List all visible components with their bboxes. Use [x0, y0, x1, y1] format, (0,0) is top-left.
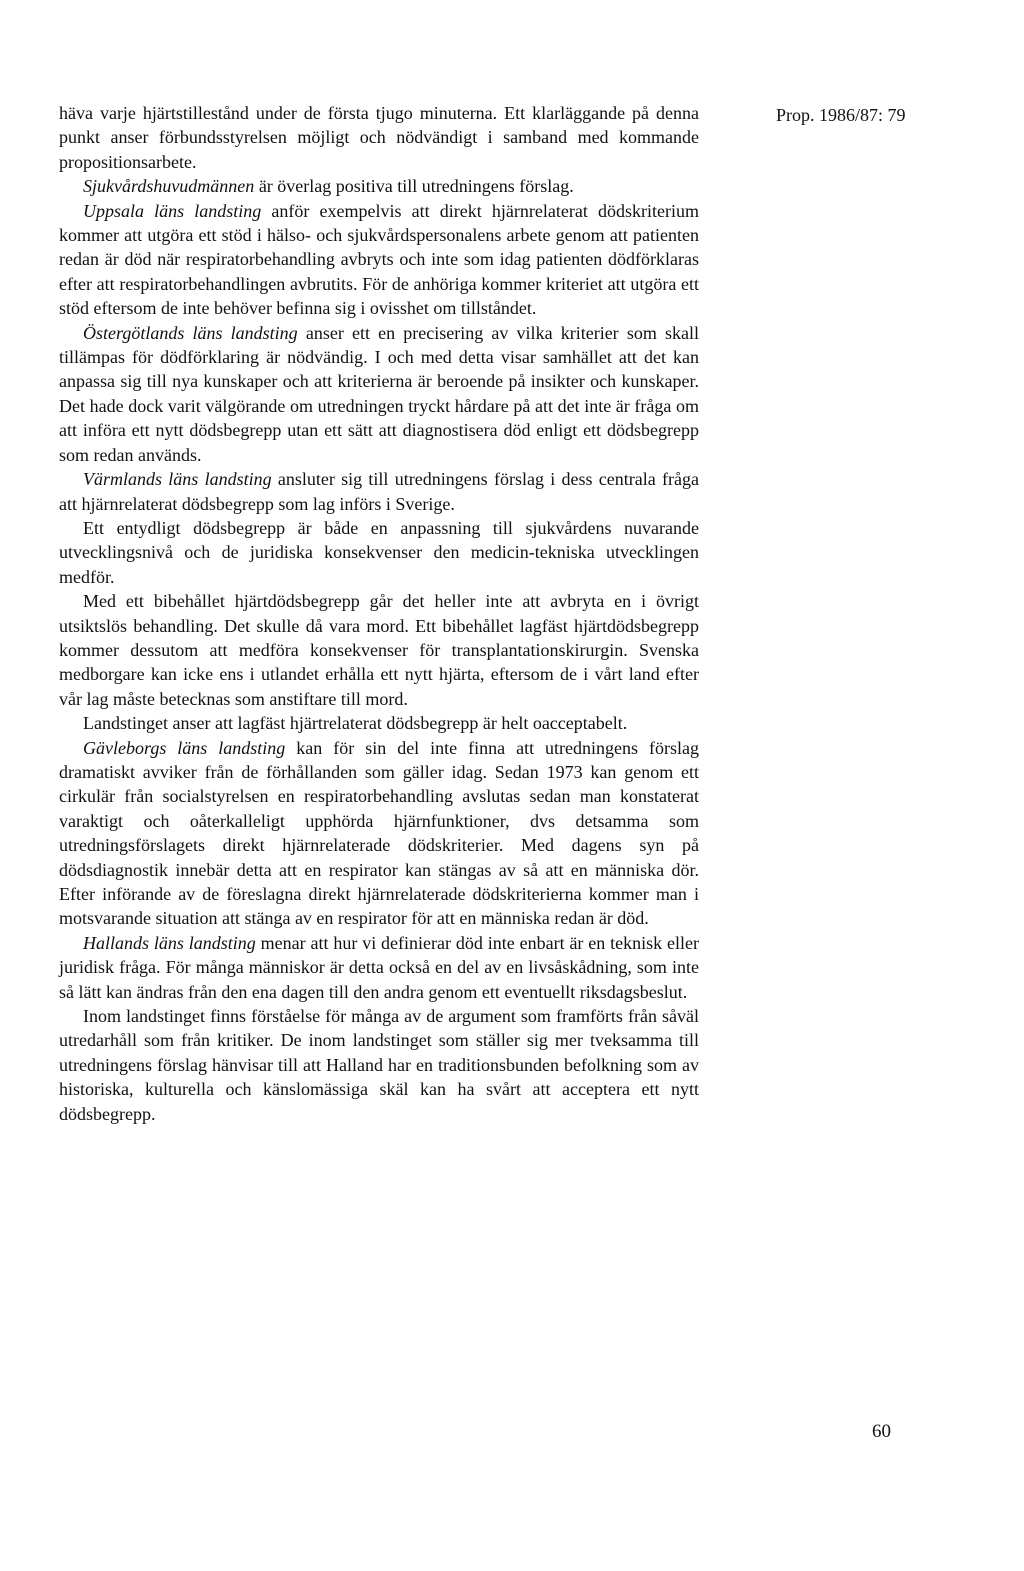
paragraph-11: [59, 1004, 699, 1126]
paragraph-text: Med ett bibehållet hjärtdödsbegrepp går det heller inte att avbryta en i övrigt utsiktslös behandling. Det skulle då vara mord. Ett bibehållet lagfäst hjärtdödsbegrepp kommer dessutom att medföra konsekvenser för transplantationskirurgin. Svenska medborgare kan icke ens i utlandet erhålla ett nytt hjärta, eftersom de i vårt land efter vår lag måste betecknas som anstiftare till mord.: [59, 591, 699, 709]
paragraph-10: [59, 931, 699, 1004]
proposition-reference: Prop. 1986/87: 79: [776, 105, 906, 125]
paragraph-7: [59, 589, 699, 711]
paragraph-8: [59, 711, 699, 735]
paragraph-text: kan för sin del inte finna att utredningens förslag dramatiskt avviker från de förhållanden som gäller idag. Sedan 1973 kan genom ett cirkulär från socialstyrelsen en respiratorbehandling avslutas sedan man konstaterat varaktigt och oåterkalleligt upphörda hjärnfunktioner, dvs detsamma som utredningsförslagets direkt hjärnrelaterade dödskriterier. Med dagens syn på dödsdiagnostik innebär detta att en respirator kan stängas av så att en människa dör. Efter införande av de föreslagna direkt hjärnrelaterade dödskriterierna kommer man i motsvarande situation att stänga av en respirator för att en människa redan är död.: [59, 737, 699, 929]
paragraph-lead: Gävleborgs läns landsting: [83, 737, 286, 758]
paragraph-6: [59, 516, 699, 589]
paragraph-text: anför exempelvis att direkt hjärnrelaterat dödskriterium kommer att utgöra ett stöd i hälso- och sjukvårdspersonalens arbete genom att patienten redan är död när respiratorbehandling avbryts och inte som idag patienten dödförklaras efter att respiratorbehandlingen avbrutits. För de anhöriga kommer kriteriet att utgöra ett stöd eftersom de inte behöver befinna sig i ovisshet om tillståndet.: [59, 200, 699, 319]
paragraph-text: anser ett en precisering av vilka kriterier som skall tillämpas för dödförklaring är nödvändig. I och med detta visar samhället att det kan anpassa sig till nya kunskaper och att kriterierna är beroende på insikter och kunskaper. Det hade dock varit välgörande om utredningen tryckt hårdare på att det inte är fråga om att införa ett nytt dödsbegrepp utan ett sätt att diagnostisera död enligt ett dödsbegrepp som redan används.: [59, 322, 699, 465]
paragraph-3: [59, 199, 699, 321]
paragraph-text: Ett entydligt dödsbegrepp är både en anpassning till sjukvårdens nuvarande utvecklingsnivå och de juridiska konsekvenser den medicin-tekniska utvecklingen medför.: [59, 517, 699, 587]
paragraph-text: ansluter sig till utredningens förslag i dess centrala fråga att hjärnrelaterat dödsbegrepp som lag införs i Sverige.: [59, 469, 699, 514]
paragraph-2: [59, 174, 699, 198]
paragraph-lead: Sjukvårdshuvudmännen: [83, 176, 255, 197]
paragraph-4: [59, 321, 699, 467]
body-text: [59, 101, 699, 1126]
paragraph-9: [59, 736, 699, 931]
paragraph-5: [59, 467, 699, 516]
paragraph-text: Inom landstinget finns förståelse för många av de argument som framförts från såväl utredarhåll som från kritiker. De inom landstinget som ställer sig mer tveksamma till utredningens förslag hänvisar till att Halland har en traditionsbunden befolkning som av historiska, kulturella och känslomässiga skäl kan ha svårt att acceptera ett nytt dödsbegrepp.: [59, 1006, 699, 1124]
paragraph-lead: Uppsala läns landsting: [83, 200, 262, 221]
paragraph-text: menar att hur vi definierar död inte enbart är en teknisk eller juridisk fråga. För många människor är detta också en del av en livsåskådning, som inte så lätt kan ändras från den ena dagen till den andra genom ett eventuellt riksdagsbeslut.: [59, 932, 699, 1002]
paragraph-text: Landstinget anser att lagfäst hjärtrelaterat dödsbegrepp är helt oacceptabelt.: [83, 713, 628, 734]
page-number: 60: [872, 1421, 891, 1442]
paragraph-lead: Värmlands läns landsting: [83, 469, 272, 490]
paragraph-lead: Östergötlands läns landsting: [83, 322, 298, 343]
paragraph-1: [59, 101, 699, 174]
paragraph-text: är överlag positiva till utredningens förslag.: [254, 176, 574, 197]
paragraph-lead: Hallands läns landsting: [83, 932, 256, 953]
paragraph-text: häva varje hjärtstillestånd under de första tjugo minuterna. Ett klarläggande på denna punkt anser förbundsstyrelsen möjligt och nödvändigt i samband med kommande propositionsarbete.: [59, 103, 699, 172]
